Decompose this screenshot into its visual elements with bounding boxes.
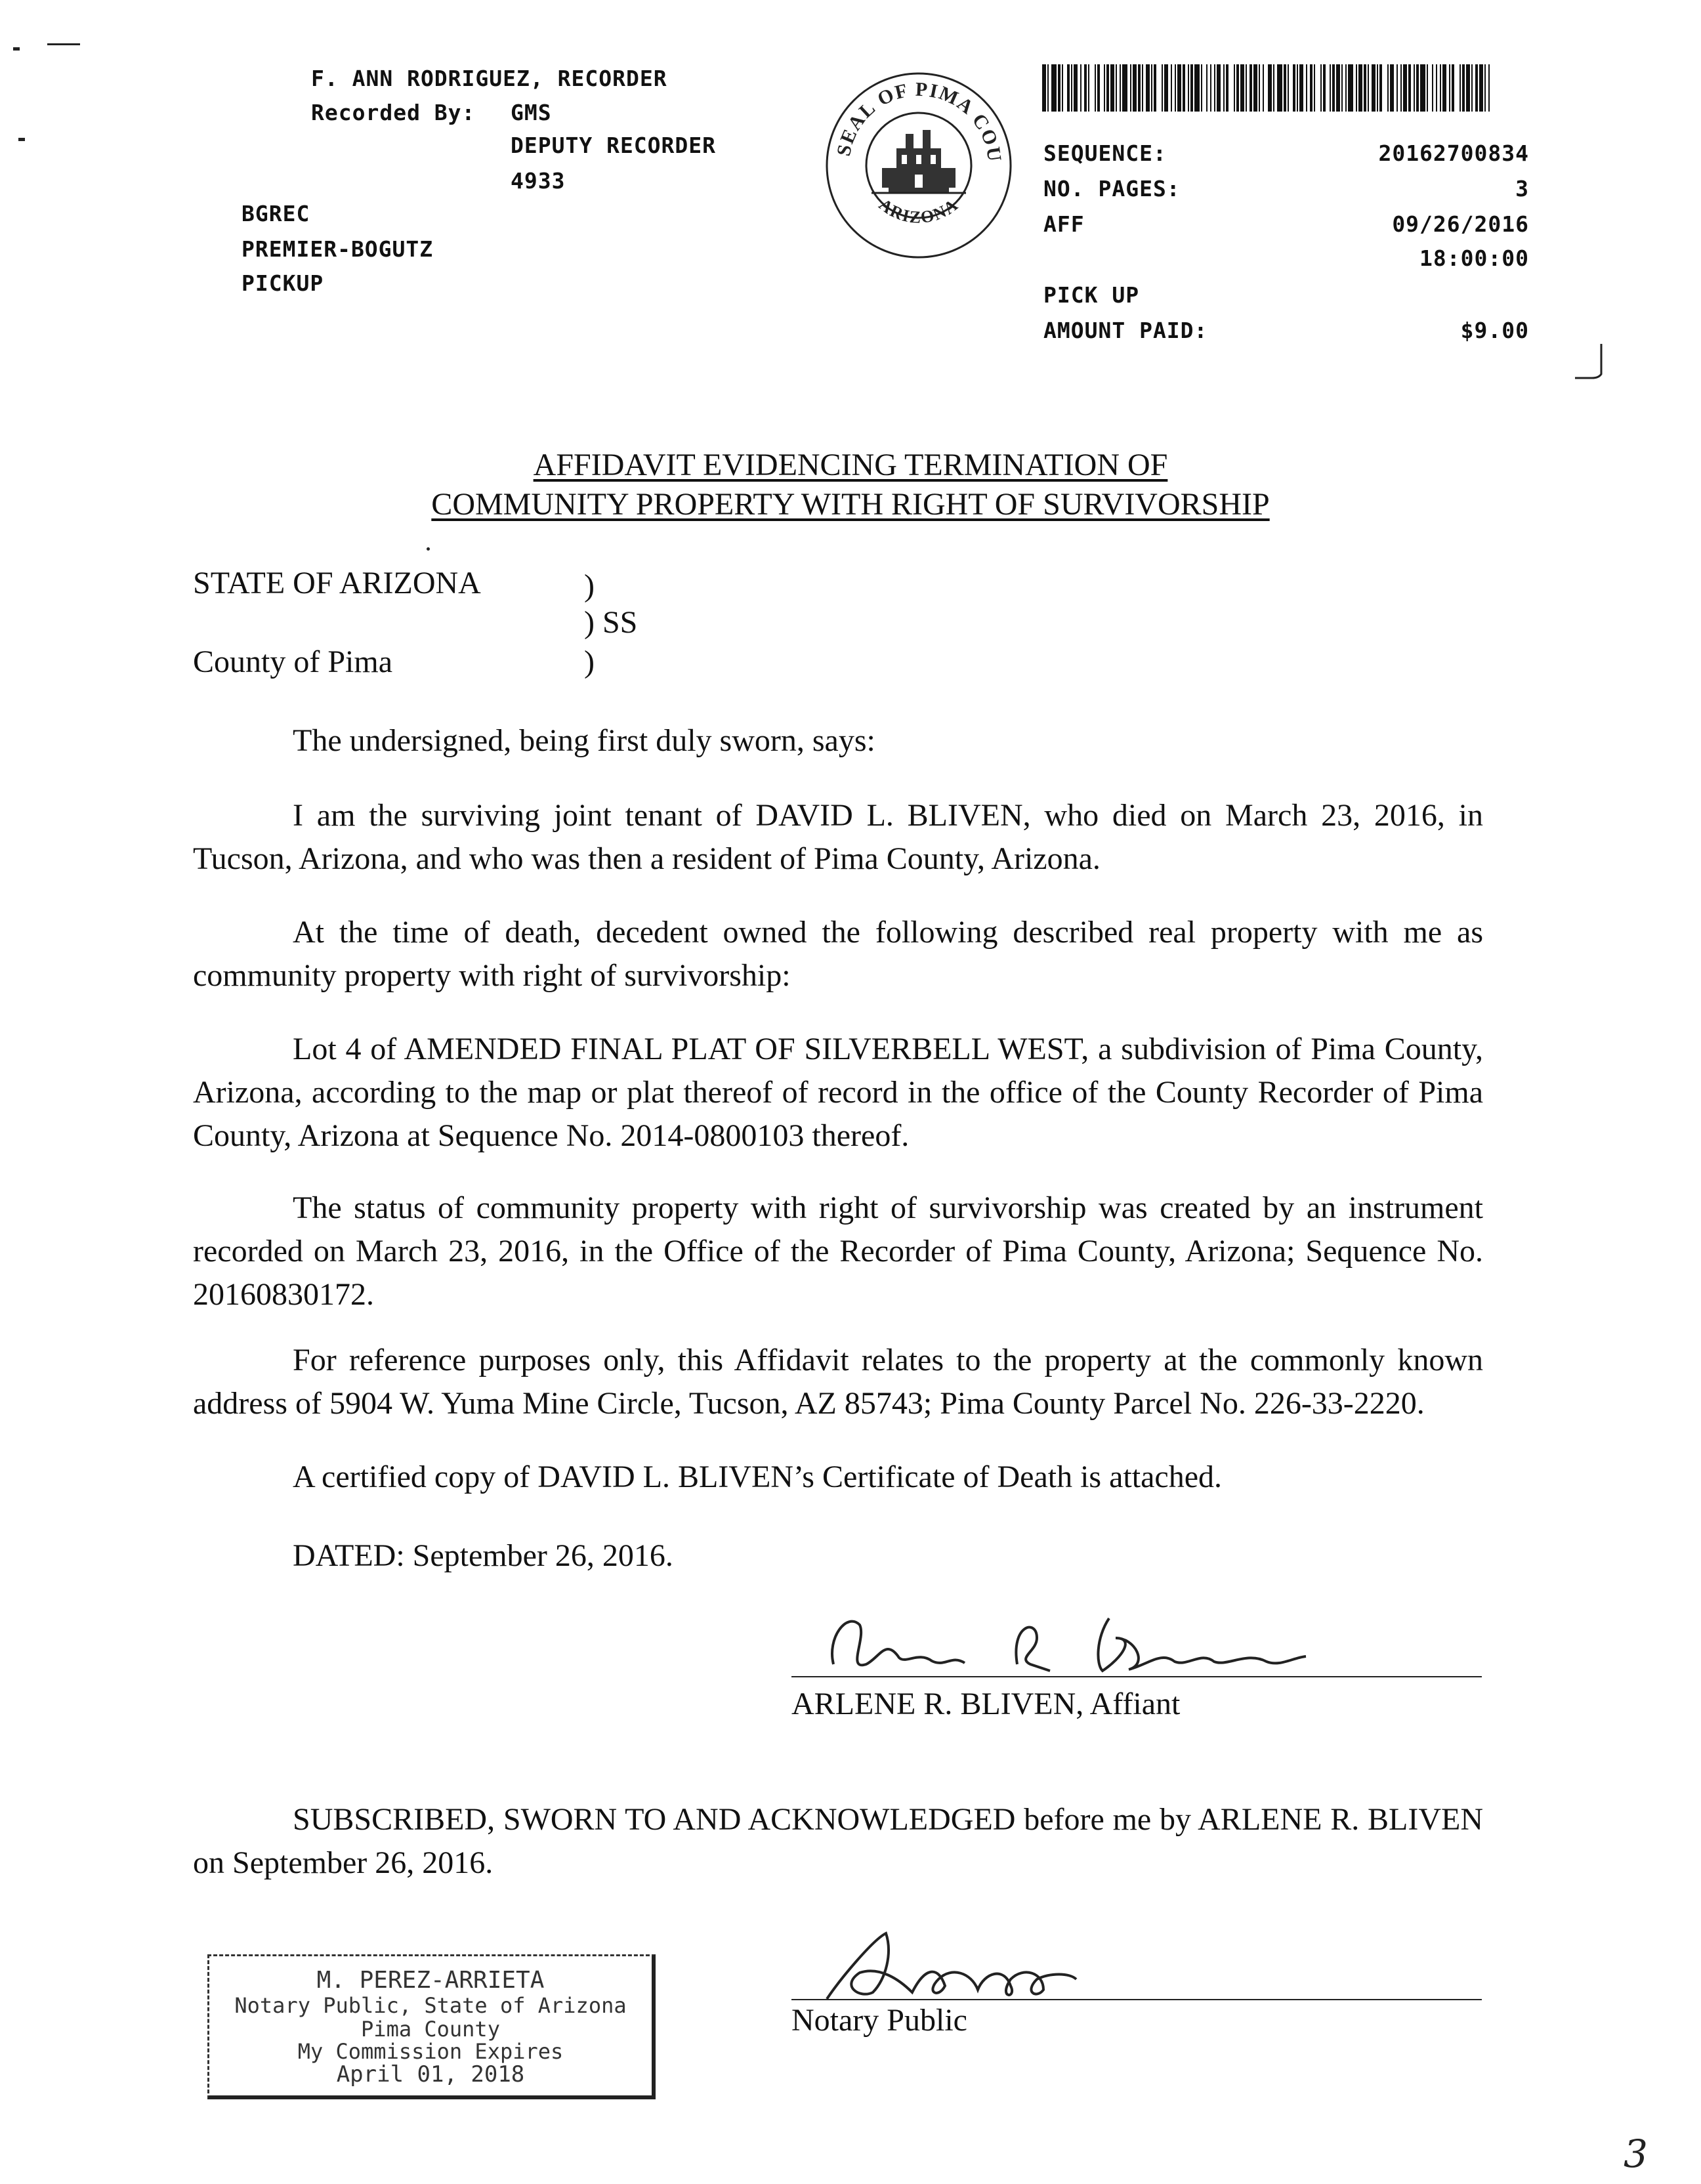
barcode-bar [1471,64,1473,112]
barcode-bar [1201,64,1202,112]
amount-paid-value: $9.00 [1460,318,1529,343]
venue-county: County of Pima [193,644,393,679]
barcode-bar [1051,64,1057,112]
barcode-bar [1306,64,1307,112]
affiant-signature [820,1599,1319,1684]
barcode [1042,64,1491,112]
barcode-bar [1162,64,1163,112]
barcode-bar [1288,64,1289,112]
recording-time: 18:00:00 [1419,245,1529,271]
barcode-bar [1183,64,1185,112]
barcode-bar [1460,64,1461,112]
barcode-bar [1071,64,1072,112]
barcode-bar [1356,64,1357,112]
barcode-bar [1488,64,1490,112]
barcode-bar [1116,64,1117,112]
barcode-bar [1320,64,1322,112]
barcode-bar [1067,64,1070,112]
paragraph-instrument-recorded: The status of community property with right of survivorship was created by an instrument recorded on March 23, 2016, in the Office of the Recorder of Pima County, Arizona; Sequence No. 20160830172. [193,1190,1483,1312]
barcode-bar [1368,64,1369,112]
venue-paren-3: ) [584,644,595,679]
svg-text:ARIZONA [875,195,962,227]
barcode-bar [1420,64,1425,112]
submitter-line-3: PICKUP [242,270,324,296]
barcode-bar [1310,64,1312,112]
barcode-bar [1080,64,1082,112]
submitter-line-2: PREMIER-BOGUTZ [242,236,434,262]
barcode-bar [1387,64,1389,112]
notary-stamp [207,1954,656,2099]
barcode-bar [1268,64,1272,112]
pickup-label: PICK UP [1043,282,1140,308]
barcode-bar [1217,64,1221,112]
barcode-bar [1408,64,1411,112]
barcode-bar [1138,64,1141,112]
barcode-bar [1462,64,1465,112]
barcode-bar [1416,64,1419,112]
paragraph-legal-description: Lot 4 of AMENDED FINAL PLAT OF SILVERBELL WEST, a subdivision of Pima County, Arizona, according to the map or plat thereof of record in the office of the County Recorder of Pima County, Arizona at Sequence No. 2014-0800103 thereof. [193,1032,1483,1153]
barcode-bar [1440,64,1441,112]
barcode-bar [1122,64,1127,112]
barcode-bar [1396,64,1398,112]
jurat-paragraph: SUBSCRIBED, SWORN TO AND ACKNOWLEDGED before me by ARLENE R. BLIVEN on September 26, 2016. [193,1802,1483,1880]
barcode-bar [1263,64,1264,112]
paragraph-surviving-tenant: I am the surviving joint tenant of DAVID L. BLIVEN, who died on March 23, 2016, in Tucson, Arizona, and who was then a resident of Pima County, Arizona. [193,798,1483,876]
barcode-bar [1104,64,1105,112]
barcode-bar [1452,64,1454,112]
barcode-bar [1084,64,1087,112]
barcode-bar [1047,64,1049,112]
barcode-bar [1466,64,1470,112]
barcode-bar [1154,64,1156,112]
barcode-bar [1240,64,1244,112]
pages-value: 3 [1515,176,1529,201]
barcode-bar [1273,64,1274,112]
barcode-bar [1175,64,1176,112]
barcode-bar [1442,64,1446,112]
barcode-bar [1345,64,1347,112]
notary-stamp-county: Pima County [361,2017,500,2042]
oath-intro: The undersigned, being first duly sworn, says: [293,723,875,758]
barcode-bar [1214,64,1215,112]
stray-dot [427,547,430,551]
barcode-bar [1330,64,1331,112]
barcode-bar [1062,64,1063,112]
barcode-bar [1110,64,1114,112]
barcode-bar [1095,64,1096,112]
venue-paren-1: ) [584,568,595,603]
barcode-bar [1427,64,1428,112]
barcode-bar [1323,64,1326,112]
corner-mark [1572,341,1606,381]
barcode-bar [1341,64,1343,112]
margin-mark [18,138,25,141]
barcode-bar [1314,64,1315,112]
barcode-bar [1336,64,1340,112]
barcode-bar [1236,64,1239,112]
barcode-bar [1130,64,1131,112]
barcode-bar [1097,64,1100,112]
barcode-bar [1194,64,1200,112]
page-number-text: 3 [1624,2133,1648,2172]
affiant-caption: ARLENE R. BLIVEN, Affiant [791,1687,1181,1721]
document-type: AFF [1043,211,1085,237]
deputy-recorder-number: 4933 [511,168,566,194]
barcode-bar [1377,64,1378,112]
barcode-bar [1414,64,1415,112]
barcode-bar [1058,64,1060,112]
barcode-bar [1403,64,1407,112]
barcode-bar [1364,64,1366,112]
margin-mark [13,47,20,51]
barcode-bar [1171,64,1172,112]
recording-date: 09/26/2016 [1392,211,1529,237]
barcode-bar [1190,64,1193,112]
margin-mark [47,43,80,45]
barcode-bar [1120,64,1121,112]
barcode-bar [1372,64,1376,112]
barcode-bar [1188,64,1189,112]
barcode-bar [1332,64,1335,112]
barcode-bar [1259,64,1260,112]
barcode-bar [1210,64,1211,112]
amount-paid-label: AMOUNT PAID: [1043,318,1208,343]
barcode-bar [1246,64,1247,112]
recorded-by-label: Recorded By: [311,100,476,125]
barcode-bar [1250,64,1252,112]
barcode-bar [1253,64,1257,112]
barcode-bar [1436,64,1437,112]
submitter-line-1: BGREC [242,201,310,226]
barcode-bar [1164,64,1168,112]
pima-county-seal [823,70,1015,261]
venue-ss: ) SS [584,605,638,640]
dated-line: DATED: September 26, 2016. [293,1538,673,1573]
barcode-bar [1449,64,1450,112]
barcode-bar [1177,64,1181,112]
recorded-by-value: GMS [511,100,552,125]
document-title-line-2: COMMUNITY PROPERTY WITH RIGHT OF SURVIVORSHIP [431,487,1270,522]
notary-stamp-expiration: April 01, 2018 [336,2061,525,2088]
barcode-bar [1151,64,1152,112]
sequence-label: SEQUENCE: [1043,140,1167,166]
seal-bottom-text: ARIZONA [875,194,963,227]
barcode-bar [1142,64,1143,112]
barcode-bar [1379,64,1382,112]
notary-stamp-commission: My Commission Expires [297,2039,564,2064]
paragraph-property-address: For reference purposes only, this Affidavit relates to the property at the commonly known address of 5904 W. Yuma Mine Circle, Tucson, AZ 85743; Pima County Parcel No. 226-33-2220. [193,1343,1483,1421]
barcode-bar [1277,64,1282,112]
recorder-name: F. ANN RODRIGUEZ, RECORDER [311,66,667,91]
notary-stamp-name: M. PEREZ-ARRIETA [316,1967,545,1994]
barcode-bar [1297,64,1298,112]
deputy-recorder-label: DEPUTY RECORDER [511,133,717,158]
barcode-bar [1484,64,1486,112]
barcode-bar [1390,64,1394,112]
barcode-bar [1074,64,1078,112]
seal-top-text: SEAL OF PIMA COU [832,78,1006,164]
barcode-bar [1284,64,1286,112]
barcode-bar [1146,64,1150,112]
notary-signature [814,1927,1089,2006]
barcode-bar [1206,64,1208,112]
barcode-bar [1133,64,1137,112]
barcode-bar [1299,64,1303,112]
barcode-bar [1475,64,1478,112]
barcode-bar [1432,64,1433,112]
barcode-bar [1479,64,1483,112]
barcode-bar [1042,64,1046,112]
barcode-bar [1400,64,1402,112]
venue-state: STATE OF ARIZONA [193,566,481,600]
pages-label: NO. PAGES: [1043,176,1181,201]
document-title-line-1: AFFIDAVIT EVIDENCING TERMINATION OF [533,448,1168,482]
paragraph-property-owned: At the time of death, decedent owned the following described real property with me as community property with right of survivorship: [193,915,1483,993]
page-number-mark [1620,2133,1672,2172]
barcode-bar [1234,64,1235,112]
barcode-bar [1358,64,1362,112]
affiant-signature-line [791,1676,1482,1677]
notary-stamp-state: Notary Public, State of Arizona [234,1993,627,2018]
sequence-value: 20162700834 [1378,140,1529,166]
notary-caption: Notary Public [791,2003,967,2038]
barcode-bar [1223,64,1225,112]
barcode-bar [1348,64,1353,112]
barcode-bar [1226,64,1228,112]
barcode-bar [1088,64,1089,112]
paragraph-death-certificate: A certified copy of DAVID L. BLIVEN’s Certificate of Death is attached. [293,1460,1222,1494]
barcode-bar [1106,64,1109,112]
barcode-bar [1293,64,1295,112]
